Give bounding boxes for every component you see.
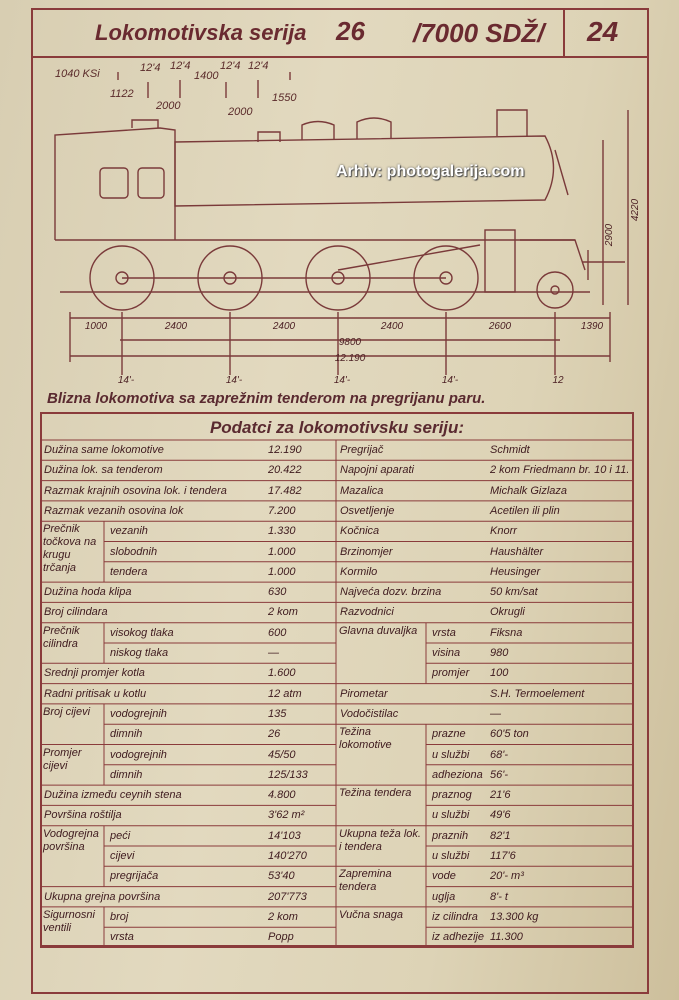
axle-load-label: 14'-	[333, 375, 351, 386]
table-row-value: 12 atm	[268, 687, 302, 700]
table-group-label: Ukupna teža lok. i tendera	[339, 827, 421, 853]
table-row-value: 21'6	[490, 789, 511, 802]
table-row-value: 117'6	[490, 850, 516, 862]
table-group-label: Težina lokomotive	[339, 726, 392, 752]
table-row-label: Radni pritisak u kotlu	[44, 687, 147, 700]
table-row-label: tendera	[110, 565, 148, 578]
table-row-label: praznih	[432, 829, 469, 842]
table-row-label: vodogrejnih	[110, 707, 167, 720]
table-row-value: Popp	[268, 931, 294, 944]
table-row-value: 68'-	[490, 748, 508, 761]
table-row-label: Kormilo	[340, 565, 378, 578]
axle-load-label: 14'-	[225, 375, 243, 386]
table-row-label: Razmak krajnih osovina lok. i tendera	[44, 484, 227, 497]
table-row-value: Okrugli	[490, 606, 525, 619]
axle-spacing-label: 1390	[580, 321, 604, 332]
table-row-label: Dužina između ceynih stena	[44, 789, 182, 802]
table-group-label: Sigurnosni ventili	[43, 908, 95, 934]
table-row-label: niskog tlaka	[110, 647, 169, 659]
table-row-value: 1.600	[268, 667, 296, 680]
overall-length-label: 12.190	[334, 353, 366, 364]
table-row-value: 56'-	[490, 768, 508, 781]
table-row-value: 3'62 m²	[268, 809, 305, 822]
table-row-label: promjer	[432, 667, 470, 680]
table-row-value: 26	[268, 728, 281, 741]
table-row-value: 630	[268, 586, 287, 599]
weight-note: 12'4	[248, 60, 269, 72]
table-row-value: —	[490, 707, 501, 720]
axle-spacing-label: 2400	[380, 321, 404, 332]
table-row-value: 125/133	[268, 768, 308, 781]
table-row-value: Haushälter	[490, 545, 544, 558]
table-row-value: 14'103	[268, 829, 301, 842]
table-group-label: Prečnik točkova na krugu trčanja	[43, 523, 97, 575]
table-row-label: cijevi	[110, 850, 135, 862]
diagram-caption: Blizna lokomotiva sa zaprežnim tenderom na pregrijanu paru.	[47, 390, 486, 407]
table-row-value: 140'270	[268, 850, 307, 862]
table-row-value: 135	[268, 707, 287, 720]
table-row-value: 82'1	[490, 829, 511, 842]
axle-load-label: 14'-	[117, 375, 135, 386]
table-row-label: broj	[110, 910, 129, 923]
table-row-value: 20.422	[268, 464, 302, 477]
table-row-value: 45/50	[268, 748, 296, 761]
table-row-value: 11.300	[490, 931, 523, 944]
table-row-label: u službi	[432, 850, 470, 862]
axle-load-label: 14'-	[441, 375, 459, 386]
table-row-label: Pirometar	[340, 687, 388, 700]
table-row-label: vode	[432, 870, 456, 883]
table-row-label: Površina roštilja	[44, 809, 122, 822]
table-row-label: Vodočistilac	[340, 707, 399, 720]
table-row-label: dimnih	[110, 768, 143, 781]
table-group-label: Prečnik cilindra	[43, 624, 80, 650]
table-row-label: visokog tlaka	[110, 626, 174, 639]
table-row-value: 8'- t	[490, 890, 508, 903]
archive-watermark: Arhiv: photogalerija.com	[336, 163, 525, 180]
table-row-label: Razvodnici	[340, 606, 394, 619]
table-row-label: Ukupna grejna površina	[44, 890, 161, 903]
table-row-label: Dužina lok. sa tenderom	[44, 464, 163, 477]
table-row-value: S.H. Termoelement	[490, 687, 585, 700]
table-row-value: 980	[490, 647, 509, 659]
table-row-value: 2 kom	[268, 910, 298, 923]
series-number: 26	[336, 16, 365, 46]
series-designation: /7000 SDŽ/	[413, 18, 545, 48]
table-row-value: 207'773	[268, 890, 307, 903]
weight-note: 2000	[228, 106, 253, 118]
axle-spacing-label: 2400	[272, 321, 296, 332]
table-row-label: vezanih	[110, 525, 148, 538]
table-row-value: Schmidt	[490, 444, 530, 456]
table-row-value: Heusinger	[490, 565, 541, 578]
table-group-label: Glavna duvaljka	[339, 624, 418, 637]
table-row-label: peći	[110, 829, 131, 842]
table-row-value: Knorr	[490, 525, 517, 538]
table-row-value: —	[268, 647, 279, 659]
table-row-label: Najveća dozv. brzina	[340, 586, 442, 599]
table-row-value: 53'40	[268, 870, 295, 883]
table-row-label: Mazalica	[340, 484, 384, 497]
table-row-value: 1.330	[268, 525, 296, 538]
height-label: 4220	[630, 198, 641, 222]
table-title: Podatci za lokomotivsku seriju:	[209, 418, 465, 437]
table-row-value: 4.800	[268, 789, 296, 802]
table-row-label: visina	[432, 647, 461, 659]
table-row-label: u službi	[432, 809, 470, 822]
table-group-label: Težina tendera	[339, 787, 412, 800]
table-group-label: Promjer cijevi	[43, 746, 82, 772]
weight-note: 12'4	[140, 62, 161, 74]
table-row-label: Razmak vezanih osovina lok	[44, 504, 184, 517]
sheet-number: 24	[587, 16, 619, 47]
table-row-label: Dužina hoda klipa	[44, 586, 132, 599]
table-row-label: Dužina same lokomotive	[44, 444, 164, 456]
table-row-label: pregrijača	[110, 870, 159, 883]
axle-spacing-label: 2600	[488, 321, 512, 332]
table-row-value: 50 km/sat	[490, 586, 538, 599]
table-row-label: vrsta	[432, 626, 456, 639]
weight-note: 2000	[156, 100, 181, 112]
table-row-value: Fiksna	[490, 626, 523, 639]
table-row-label: vrsta	[110, 931, 134, 944]
table-row-label: iz adhezije	[432, 931, 484, 944]
table-row-label: prazne	[432, 728, 466, 741]
page-title: Lokomotivska serija	[95, 20, 307, 45]
table-row-value: 100	[490, 667, 509, 680]
table-row-label: Srednji promjer kotla	[44, 667, 145, 680]
table-row-label: adheziona	[432, 768, 483, 781]
table-row-value: 49'6	[490, 809, 511, 822]
weight-note: 1400	[194, 70, 219, 82]
table-row-label: Kočnica	[340, 525, 380, 538]
table-row-label: uglja	[432, 890, 456, 903]
table-row-value: 600	[268, 626, 287, 639]
weight-note: 1122	[110, 88, 134, 100]
table-row-label: Brzinomjer	[340, 545, 393, 558]
table-row-label: Osvetljenje	[340, 504, 395, 517]
table-group-label: Zapremina tendera	[339, 868, 392, 894]
table-row-value: 2 kom	[268, 606, 298, 619]
weight-note: 1550	[272, 92, 297, 104]
table-row-value: Acetilen ili plin	[490, 504, 560, 517]
table-row-label: Napojni aparati	[340, 464, 414, 477]
axle-spacing-label: 2400	[164, 321, 188, 332]
table-row-label: Broj cilindara	[44, 606, 108, 619]
table-group-label: Broj cijevi	[43, 705, 91, 718]
weight-note: 12'4	[170, 60, 191, 72]
table-row-value: 1.000	[268, 545, 296, 558]
height-label: 2900	[604, 223, 615, 247]
table-row-label: dimnih	[110, 728, 143, 741]
table-row-label: praznog	[432, 789, 472, 802]
table-group-label: Vučna snaga	[339, 908, 404, 921]
table-group-label: Vodogrejna površina	[43, 827, 99, 853]
table-row-label: u službi	[432, 748, 470, 761]
table-row-label: Pregrijač	[340, 444, 384, 456]
table-row-value: 1.000	[268, 565, 296, 578]
table-row-value: 17.482	[268, 484, 302, 497]
weight-note: 12'4	[220, 60, 241, 72]
axle-spacing-label: 1000	[84, 321, 108, 332]
table-row-value: 7.200	[268, 504, 296, 517]
table-row-value: 2 kom Friedmann br. 10 i 11.	[490, 464, 630, 477]
wheelbase-label: 9800	[338, 337, 362, 348]
table-row-value: 13.300 kg	[490, 910, 539, 923]
table-row-label: iz cilindra	[432, 910, 478, 923]
table-row-value: 20'- m³	[490, 870, 524, 883]
table-row-label: vodogrejnih	[110, 748, 167, 761]
table-row-value: 60'5 ton	[490, 728, 529, 741]
table-row-value: Michalk Gizlaza	[490, 484, 568, 497]
table-row-label: slobodnih	[110, 545, 158, 558]
axle-load-label: 12	[552, 375, 564, 386]
weight-note: 1040 KSi	[55, 68, 100, 80]
table-row-value: 12.190	[268, 444, 302, 456]
